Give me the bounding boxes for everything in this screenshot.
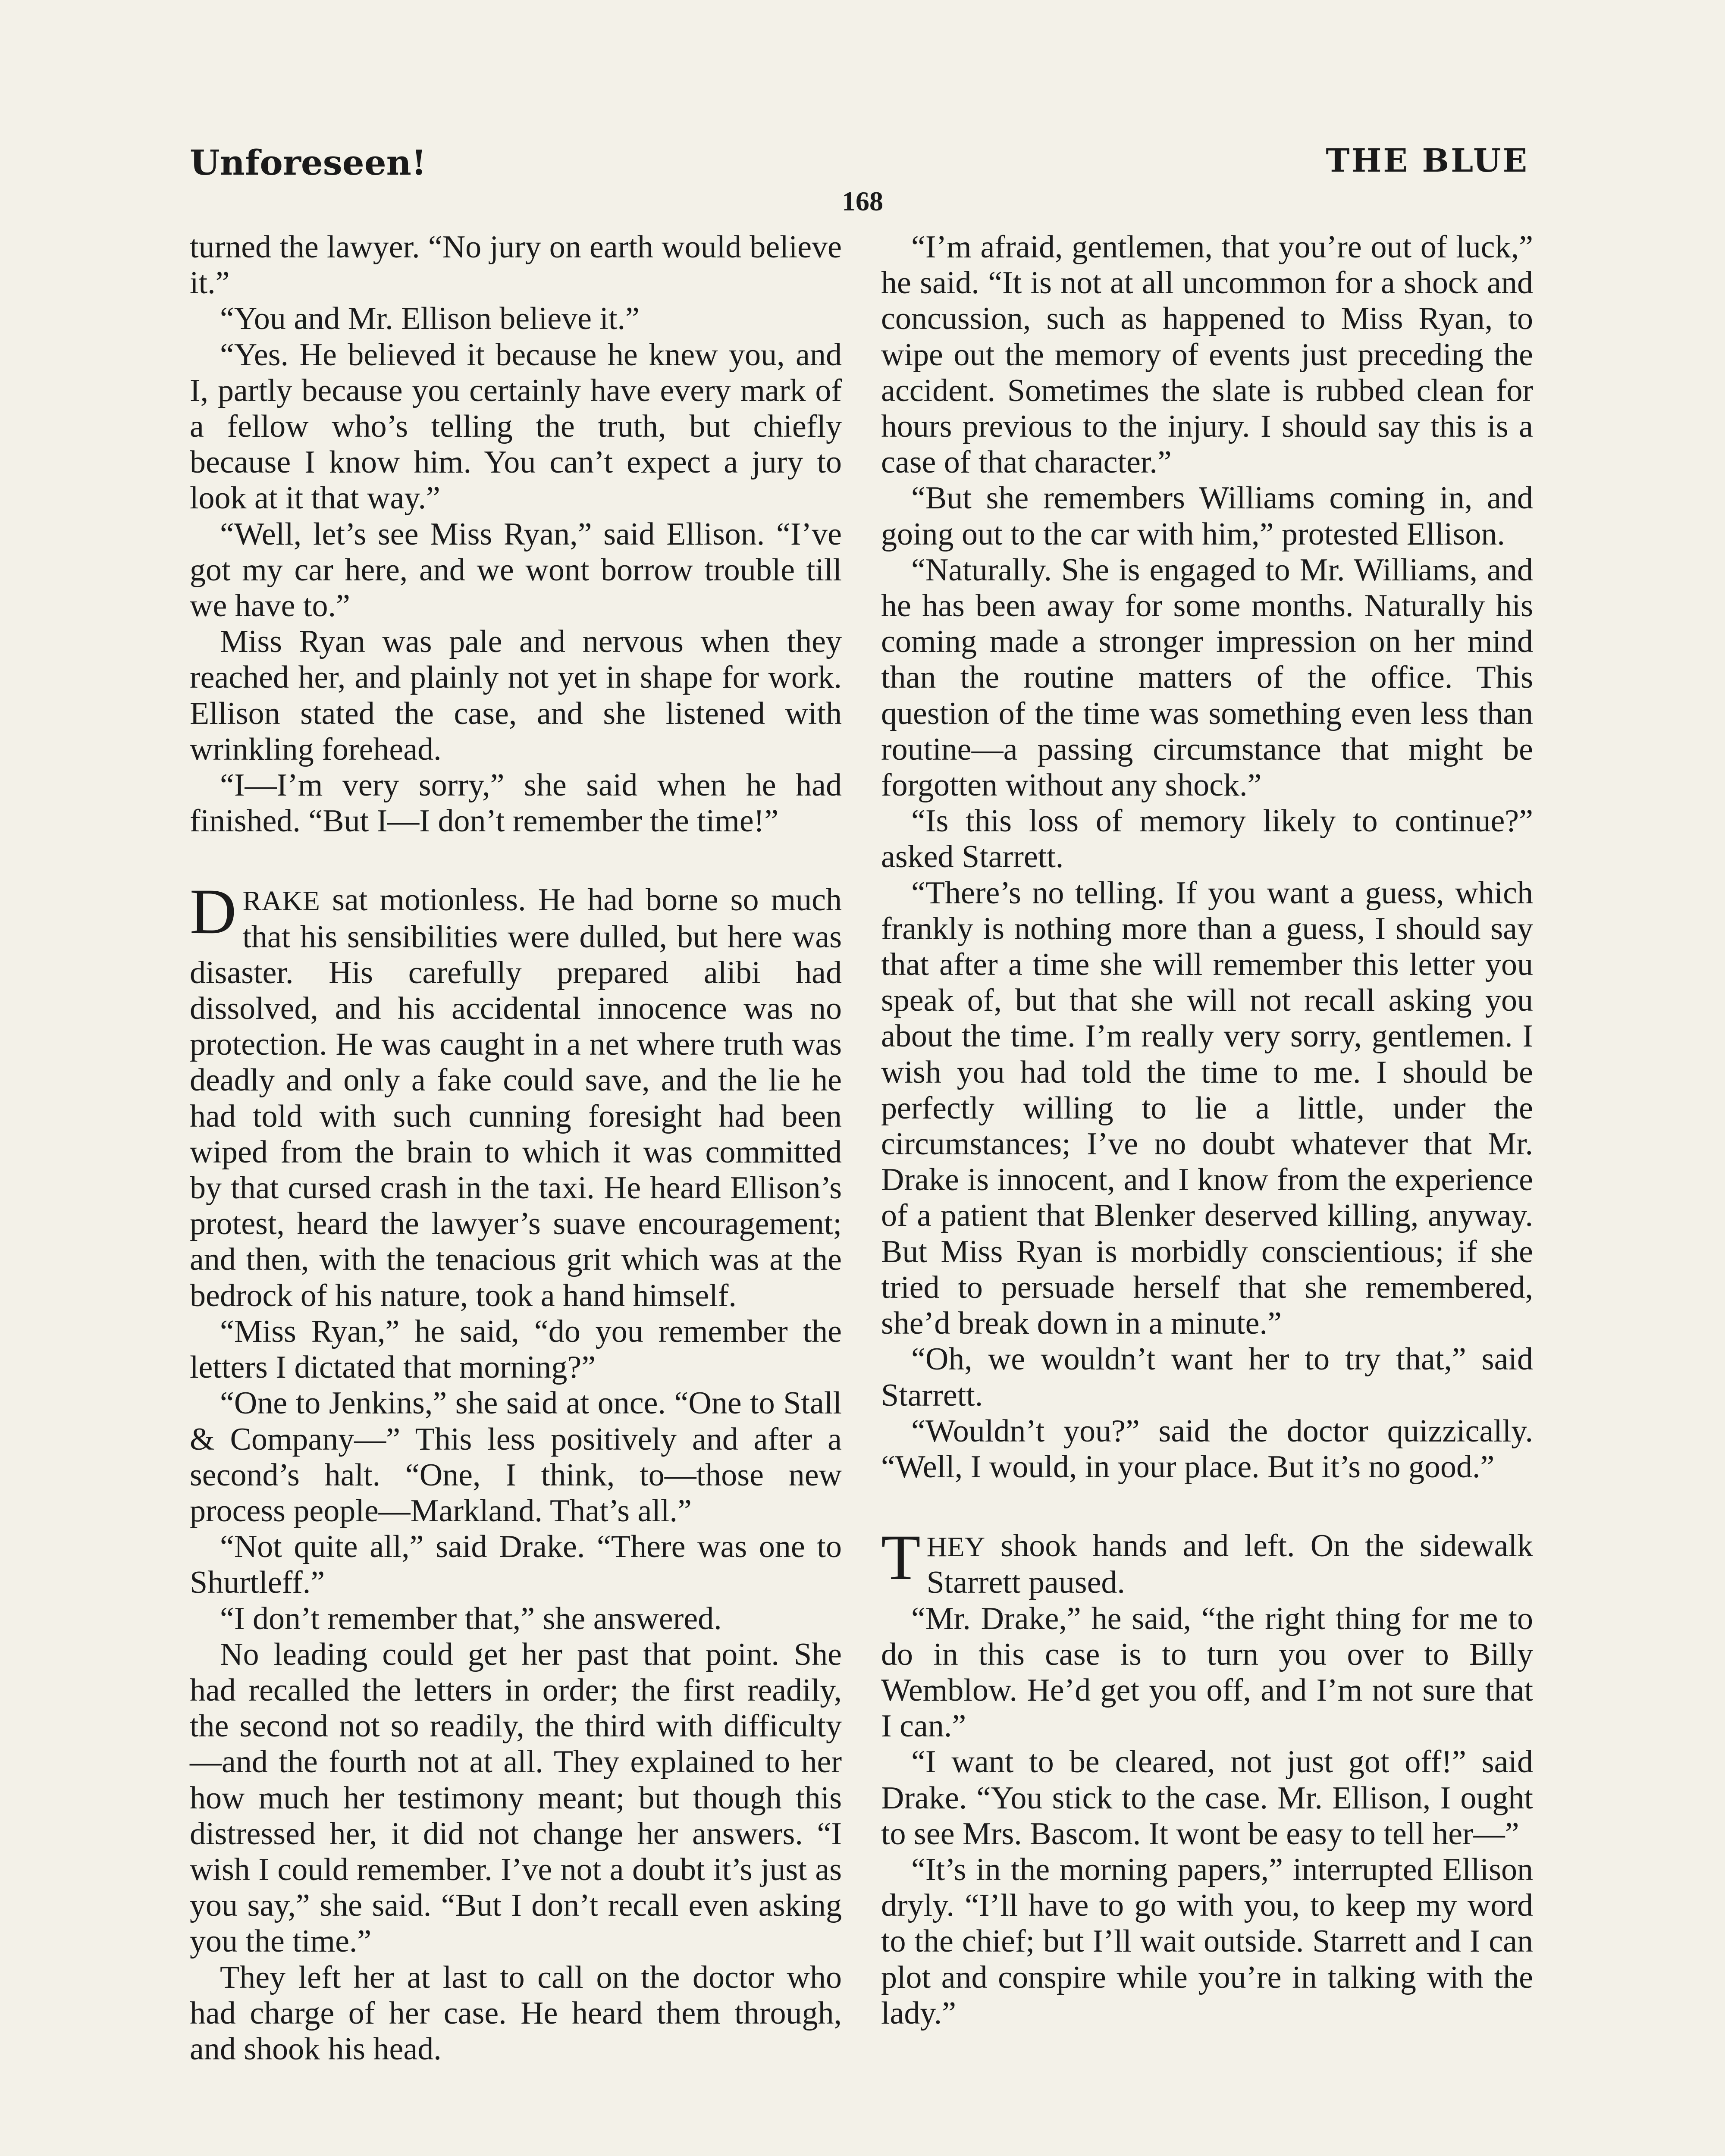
page-number: 168 (842, 186, 883, 216)
running-header (190, 142, 1529, 190)
paragraph: “I want to be cleared, not just got off!” said Drake. “You stick to the case. Mr. Ellison, I ought to see Mrs. Bascom. It wont be easy to tell her—” (881, 1744, 1533, 1852)
paragraph: “I—I’m very sorry,” she said when he had finished. “But I—I don’t remember the time!” (190, 768, 842, 839)
section-opening-paragraph (190, 876, 842, 1313)
lead-in: HEY (926, 1531, 985, 1563)
drop-cap: T (881, 1522, 921, 1594)
paragraph: “Not quite all,” said Drake. “There was one to Shurtleff.” (190, 1529, 842, 1601)
paragraph: “Miss Ryan,” he said, “do you remember the letters I dictated that morning?” (190, 1313, 842, 1385)
paragraph: “Well, let’s see Miss Ryan,” said Ellison. “I’ve got my car here, and we wont borrow trouble till we have to.” (190, 516, 842, 624)
paragraph-text: sat motionless. He had borne so much that his sensibilities were dulled, but here was disaster. His carefully prepared alibi had dissolved, and his accidental innocence was no protection. He was caught in a net where truth was deadly and only a fake could save, and the lie he had told with such cunning foresight had been wiped from the brain to which it was committed by that cursed crash in the taxi. He heard Ellison’s protest, heard the lawyer’s suave encouragement; and then, with the tenacious grit which was at the bedrock of his nature, took a hand himself. (190, 882, 842, 1313)
paragraph: “Naturally. She is engaged to Mr. Williams, and he has been away for some months. Naturally his coming made a stronger impression on her mind than the routine matters of the office. This question of the time was something even less than routine—a passing circumstance that might be forgotten without any shock.” (881, 552, 1533, 803)
paragraph: “I’m afraid, gentlemen, that you’re out of luck,” he said. “It is not at all uncommon for a shock and concussion, such as happened to Miss Ryan, to wipe out the memory of events just preceding the accident. Sometimes the slate is rubbed clean for hours previous to the injury. I should say this is a case of that character.” (881, 229, 1533, 480)
story-title: Unforeseen! (190, 142, 427, 183)
section-opening-paragraph (881, 1522, 1533, 1601)
paragraph: They left her at last to call on the doctor who had charge of her case. He heard them through, and shook his head. (190, 1959, 842, 2067)
paragraph: “There’s no telling. If you want a guess, which frankly is nothing more than a guess, I should say that after a time she will remember this letter you speak of, but that she will not recall asking you about the time. I’m really very sorry, gentlemen. I wish you had told the time to me. I should be perfectly willing to lie a little, under the circumstances; I’ve no doubt whatever that Mr. Drake is innocent, and I know from the experience of a patient that Blenker deserved killing, anyway. But Miss Ryan is morbidly conscientious; if she tried to persuade herself that she remembered, she’d break down in a minute.” (881, 875, 1533, 1341)
paragraph-text: shook hands and left. On the sidewalk Starrett paused. (926, 1528, 1533, 1601)
paragraph: Miss Ryan was pale and nervous when they reached her, and plainly not yet in shape for work. Ellison stated the case, and she listened with wrinkling forehead. (190, 624, 842, 767)
paragraph: “Mr. Drake,” he said, “the right thing for me to do in this case is to turn you over to Billy Wemblow. He’d get you off, and I’m not sure that I can.” (881, 1601, 1533, 1744)
paragraph: “I don’t remember that,” she answered. (220, 1601, 722, 1636)
paragraph: “Wouldn’t you?” said the doctor quizzically. “Well, I would, in your place. But it’s no good.” (881, 1413, 1533, 1485)
magazine-name: THE BLUE (1326, 142, 1529, 179)
paragraph: No leading could get her past that point. She had recalled the letters in order; the first readily, the second not so readily, the third with difficulty—and the fourth not at all. They explained to her how much her testimony meant; but though this distressed her, it did not change her answers. “I wish I could remember. I’ve not a doubt it’s just as you say,” she said. “But I don’t recall even asking you the time.” (190, 1636, 842, 1959)
left-column (190, 229, 842, 2156)
drop-cap: D (190, 876, 237, 948)
paragraph: “You and Mr. Ellison believe it.” (220, 301, 640, 337)
paragraph: “Is this loss of memory likely to continue?” asked Starrett. (881, 803, 1533, 875)
paragraph: “But she remembers Williams coming in, and going out to the car with him,” protested Ellison. (881, 480, 1533, 552)
paragraph: “It’s in the morning papers,” interrupted Ellison dryly. “I’ll have to go with you, to keep my word to the chief; but I’ll wait outside. Starrett and I can plot and conspire while you’re in talking with the lady.” (881, 1852, 1533, 2031)
paragraph: “One to Jenkins,” she said at once. “One to Stall & Company—” This less positively and after a second’s halt. “One, I think, to—those new process people—Markland. That’s all.” (190, 1385, 842, 1529)
paragraph: “Yes. He believed it because he knew you, and I, partly because you certainly have every mark of a fellow who’s telling the truth, but chiefly because I know him. You can’t expect a jury to look at it that way.” (190, 337, 842, 516)
paragraph: “Oh, we wouldn’t want her to try that,” said Starrett. (881, 1341, 1533, 1413)
lead-in: RAKE (242, 885, 320, 917)
right-column (881, 229, 1533, 2156)
paragraph: turned the lawyer. “No jury on earth would believe it.” (190, 229, 842, 301)
